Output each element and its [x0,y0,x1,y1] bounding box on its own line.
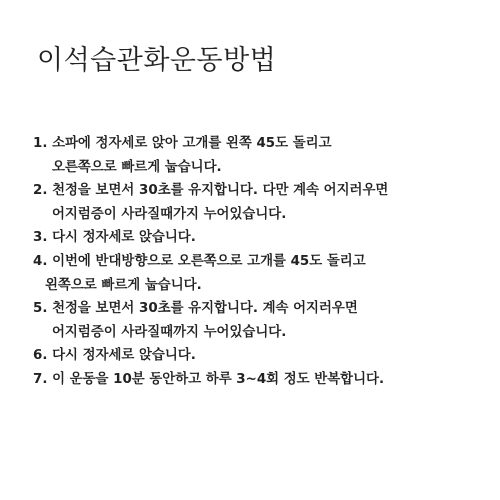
step-1-line-1: 1. 소파에 정자세로 앉아 고개를 왼쪽 45도 돌리고 [33,136,332,151]
step-5-line-2: 어지럼증이 사라질때까지 누어있습니다. [52,324,287,340]
step-5-line-1: 5. 천정을 보면서 30초를 유지합니다. 계속 어지러우면 [33,301,358,317]
step-5 [33,297,388,344]
step-1-line-2: 오른쪽으로 빠르게 눕습니다. [52,159,222,175]
step-4-line-2: 왼쪽으로 빠르게 눕습니다. [45,277,202,293]
step-7-line-1: 7. 이 운동을 10분 동안하고 하루 3~4회 정도 반복합니다. [33,371,385,387]
step-3 [33,226,388,250]
step-3-line-1: 3. 다시 정자세로 앉습니다. [33,230,196,246]
exercise-steps-list [33,132,388,392]
step-4 [33,250,388,297]
step-4-line-1: 4. 이번에 반대방향으로 오른쪽으로 고개를 45도 돌리고 [33,253,366,269]
step-2-line-1: 2. 천정을 보면서 30초를 유지합니다. 다만 계속 어지러우면 [33,183,389,199]
step-6 [33,344,388,368]
step-7 [33,368,388,392]
step-1 [33,132,388,179]
step-2-line-2: 어지럼증이 사라질때가지 누어있습니다. [52,206,287,222]
step-6-line-1: 6. 다시 정자세로 앉습니다. [33,348,196,364]
step-2 [33,179,388,226]
page-title: 이석습관화운동방법 [37,45,277,76]
